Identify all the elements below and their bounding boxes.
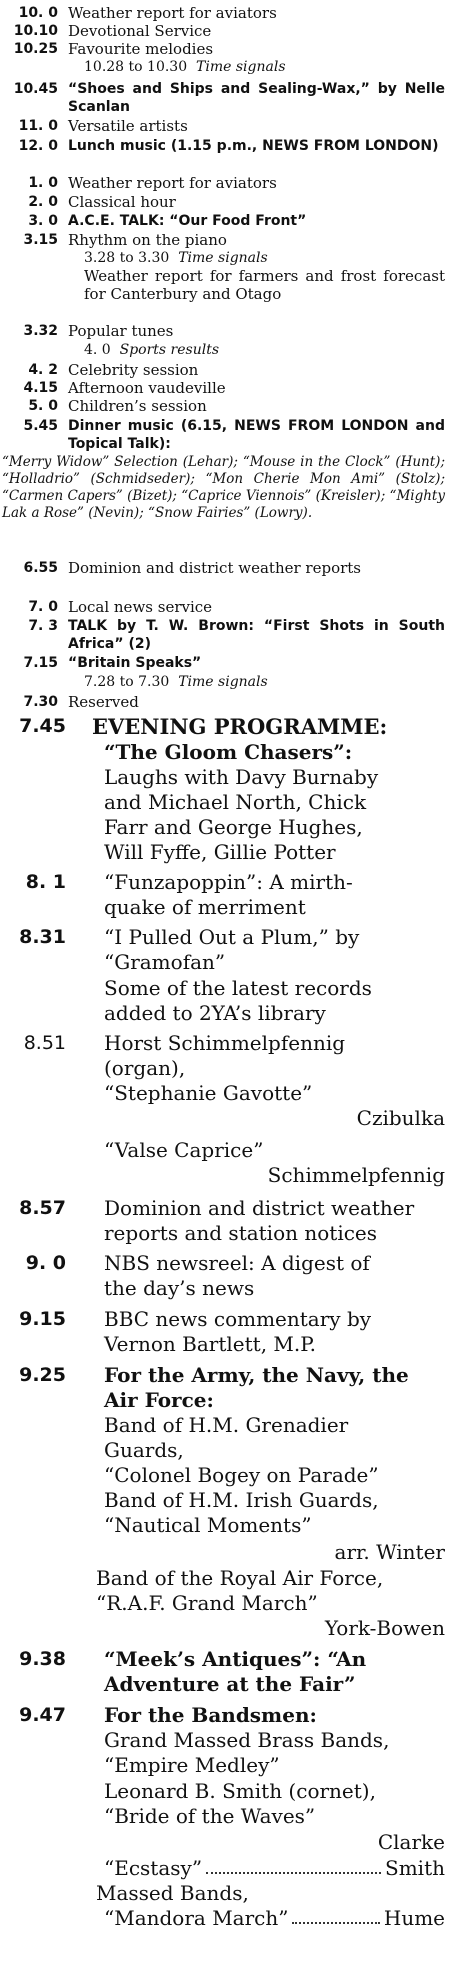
description: Dominion and district weather reports: [68, 559, 361, 577]
dotted-line: [104, 1856, 445, 1881]
time: 10.45: [13, 81, 58, 97]
dot-leader: [292, 1906, 379, 1924]
description: Favourite melodies: [68, 40, 214, 58]
description: “Shoes and Ships and Sealing-Wax,” by Nelle Scanlan: [68, 81, 445, 115]
evening-heading: EVENING PROGRAMME:: [92, 714, 388, 739]
sports-note: 4. 0 Sports results: [84, 342, 220, 358]
composer: Hume: [383, 1906, 445, 1930]
text-line: Vernon Bartlett, M.P.: [104, 1332, 317, 1356]
description: Local news service: [68, 598, 213, 616]
text-line: Grand Massed Brass Bands,: [104, 1728, 390, 1752]
text-line: Band of the Royal Air Force,: [96, 1566, 384, 1590]
text-line: the day’s news: [104, 1276, 255, 1300]
description: Weather report for aviators: [68, 174, 277, 192]
text-line: BBC news commentary by: [104, 1307, 372, 1331]
text-line: Adventure at the Fair”: [104, 1672, 356, 1696]
description: Weather report for aviators: [68, 4, 277, 22]
description: “Britain Speaks”: [68, 655, 202, 671]
time: 3.32: [23, 323, 58, 339]
text-line: Air Force:: [104, 1388, 214, 1412]
composer: Schimmelpfennig: [267, 1163, 445, 1187]
text-line: For the Bandsmen:: [104, 1703, 317, 1727]
text-line: Band of H.M. Irish Guards,: [104, 1488, 379, 1512]
weather-note: Weather report for farmers and frost forecast for Canterbury and Otago: [84, 267, 445, 303]
time: 8.57: [19, 1197, 66, 1219]
time: 5.45: [23, 418, 58, 434]
text-line: “Stephanie Gavotte”: [104, 1081, 313, 1105]
time: 7. 0: [28, 599, 58, 615]
time: 1. 0: [28, 175, 58, 191]
composer: Clarke: [377, 1830, 445, 1854]
time: 10.10: [13, 23, 58, 39]
time: 4. 2: [28, 362, 58, 378]
text-line: reports and station notices: [104, 1221, 378, 1245]
text-line: Will Fyffe, Gillie Potter: [104, 840, 336, 864]
time: 9. 0: [25, 1252, 66, 1274]
description: Versatile artists: [68, 117, 188, 135]
text-line: and Michael North, Chick: [104, 790, 367, 814]
text-line: “Colonel Bogey on Parade”: [104, 1463, 379, 1487]
time: 8. 1: [25, 871, 66, 893]
text-line: Dominion and district weather: [104, 1196, 415, 1220]
time: 7.30: [23, 694, 58, 710]
text-line: “R.A.F. Grand March”: [96, 1591, 318, 1615]
time: 9.47: [19, 1704, 66, 1726]
composer: Smith: [385, 1856, 445, 1880]
text-line: For the Army, the Navy, the: [104, 1363, 409, 1387]
schedule-row: [0, 80, 445, 116]
time: 2. 0: [28, 194, 58, 210]
description: Dinner music (6.15, NEWS FROM LONDON and Topical Talk):: [68, 418, 445, 452]
description: Rhythm on the piano: [68, 231, 227, 249]
time: 10.25: [13, 41, 58, 57]
description: Classical hour: [68, 193, 176, 211]
text-line: Horst Schimmelpfennig: [104, 1031, 346, 1055]
time: 8.31: [19, 926, 66, 948]
description: Afternoon vaudeville: [68, 379, 226, 397]
time: 12. 0: [18, 138, 58, 154]
time: 5. 0: [28, 398, 58, 414]
text-line: “Funzapoppin”: A mirth-: [104, 870, 353, 894]
composer: Czibulka: [356, 1106, 445, 1130]
programme-title: “The Gloom Chasers”:: [104, 740, 353, 764]
dot-leader: [206, 1856, 381, 1874]
time: 7. 3: [28, 618, 58, 634]
description: Popular tunes: [68, 322, 174, 340]
time: 6.55: [23, 560, 58, 576]
time: 3.15: [23, 232, 58, 248]
time: 8.51: [23, 1032, 66, 1054]
time: 9.38: [19, 1648, 66, 1670]
time-signal-note: 7.28 to 7.30 Time signals: [84, 674, 268, 690]
text-line: Guards,: [104, 1438, 184, 1462]
text-line: added to 2YA’s library: [104, 1001, 326, 1025]
description: Celebrity session: [68, 361, 199, 379]
time-signal-note: 3.28 to 3.30 Time signals: [84, 250, 268, 266]
composer: arr. Winter: [334, 1540, 445, 1564]
text-line: Leonard B. Smith (cornet),: [104, 1779, 376, 1803]
text-line: (organ),: [104, 1056, 186, 1080]
work-title: “Ecstasy”: [104, 1856, 203, 1880]
composer: York-Bowen: [324, 1616, 445, 1640]
text-line: Farr and George Hughes,: [104, 815, 363, 839]
time: 7.15: [23, 655, 58, 671]
time: 4.15: [23, 380, 58, 396]
text-line: “Meek’s Antiques”: “An: [104, 1647, 367, 1671]
description: Reserved: [68, 693, 139, 711]
text-line: “Nautical Moments”: [104, 1513, 312, 1537]
text-line: Some of the latest records: [104, 976, 372, 1000]
description: A.C.E. TALK: “Our Food Front”: [68, 213, 307, 229]
time-signal-note: 10.28 to 10.30 Time signals: [84, 59, 286, 75]
text-line: Laughs with Davy Burnaby: [104, 765, 379, 789]
description: TALK by T. W. Brown: “First Shots in South Africa” (2): [68, 618, 445, 652]
description: Lunch music (1.15 p.m., NEWS FROM LONDON): [68, 138, 439, 154]
text-line: “Gramofan”: [104, 950, 226, 974]
text-line: quake of merriment: [104, 895, 306, 919]
description: Devotional Service: [68, 22, 212, 40]
time: 7.45: [19, 715, 66, 737]
text-line: “Empire Medley”: [104, 1753, 280, 1777]
time: 9.25: [19, 1364, 66, 1386]
text-line: Band of H.M. Grenadier: [104, 1413, 349, 1437]
dinner-music-list: “Merry Widow” Selection (Lehar); “Mouse in the Clock” (Hunt); “Holladrio” (Schmidseder); “Mon Cherie Mon Ami” (Stolz); “Carmen Capers” (Bizet); “Caprice Viennois” (Kreisler); “Mighty Lak a Rose” (Nevin); “Snow Fairies” (Lowry).: [2, 454, 445, 521]
text-line: “Bride of the Waves”: [104, 1804, 316, 1828]
text-line: “Valse Caprice”: [104, 1138, 264, 1162]
text-line: Massed Bands,: [96, 1881, 249, 1905]
time: 11. 0: [18, 118, 58, 134]
dotted-line: [104, 1906, 445, 1931]
work-title: “Mandora March”: [104, 1906, 289, 1930]
time: 9.15: [19, 1308, 66, 1330]
description: Children’s session: [68, 397, 207, 415]
time: 10. 0: [18, 5, 58, 21]
text-line: “I Pulled Out a Plum,” by: [104, 925, 360, 949]
text-line: NBS newsreel: A digest of: [104, 1251, 370, 1275]
time: 3. 0: [28, 213, 58, 229]
